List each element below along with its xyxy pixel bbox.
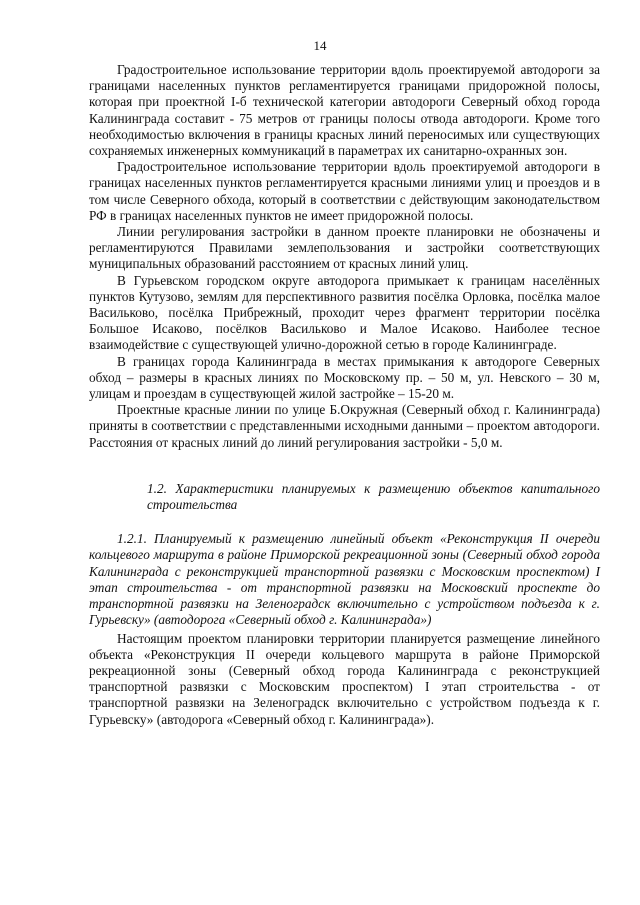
paragraph-1: Градостроительное использование территории вдоль проектируемой автодороги за границами населенных пунктов регламентируется границами придорожной полосы, которая при проектной I-б технической категории автодороги Северный обход города Калининграда составит - 75 метров от границы полосы отвода автодороги. Кроме того необходимостью включения в границы красных линий переносимых или существующих сохраняемых инженерных коммуникаций в параметрах их санитарно-охранных зон. (89, 62, 600, 159)
paragraph-3: Линии регулирования застройки в данном проекте планировки не обозначены и регламентируются Правилами землепользования и застройки соответствующих муниципальных образований расстоянием от красных линий улиц. (89, 224, 600, 272)
page-number: 14 (313, 38, 327, 53)
paragraph-4: В Гурьевском городском округе автодорога примыкает к границам населённых пунктов Кутузово, землям для перспективного развития посёлка Орловка, посёлка малое Васильково, посёлка Прибрежный, проходит через фрагмент территории посёлка Большое Исаково, посёлков Васильково и Малое Исаково. Наиболее тесное взаимодействие с существующей улично-дорожной сетью в городе Калининграде. (89, 272, 600, 353)
paragraph-5: В границах города Калининграда в местах примыкания к автодороге Северных обход – размеры в красных линиях по Московскому пр. – 50 м, ул. Невского – 30 м, улицам и проездам в существующей жилой застройке – 15-20 м. (89, 353, 600, 402)
document-body (89, 62, 600, 728)
section-heading: 1.2. Характеристики планируемых к размещению объектов капитального строительства (147, 480, 600, 513)
paragraph-2: Градостроительное использование территории вдоль проектируемой автодороги в границах населенных пунктов регламентируется красными линиями улиц и проездов и в том числе Северного обхода, который в соответствии с действующим законодательством РФ в границах населенных пунктов не имеет придорожной полосы. (89, 159, 600, 223)
subsection-heading: 1.2.1. Планируемый к размещению линейный объект «Реконструкция II очереди кольцевого маршрута в районе Приморской рекреационной зоны (Северный обход города Калининграда с реконструкцией транспортной развязки с Московским проспектом) I этап строительства - от транспортной развязки на Московский проспекте до транспортной развязки на Зеленоградск включительно с устройством подъезда к г. Гурьевску» (автодорога «Северный обход г. Калининграда») (89, 531, 600, 628)
final-paragraph: Настоящим проектом планировки территории планируется размещение линейного объекта «Реконструкция II очереди кольцевого маршрута в районе Приморской рекреационной зоны (Северный обход города Калининграда с реконструкцией транспортной развязки с Московским проспектом) I этап строительства - от транспортной развязки на Зеленоградск включительно с устройством подъезда к г. Гурьевску» (автодорога «Северный обход г. Калининграда»). (89, 630, 600, 727)
paragraph-6: Проектные красные линии по улице Б.Окружная (Северный обход г. Калининграда) приняты в соответствии с представленными исходными данными – проектом автодороги. Расстояния от красных линий до линий регулирования застройки - 5,0 м. (89, 402, 600, 450)
